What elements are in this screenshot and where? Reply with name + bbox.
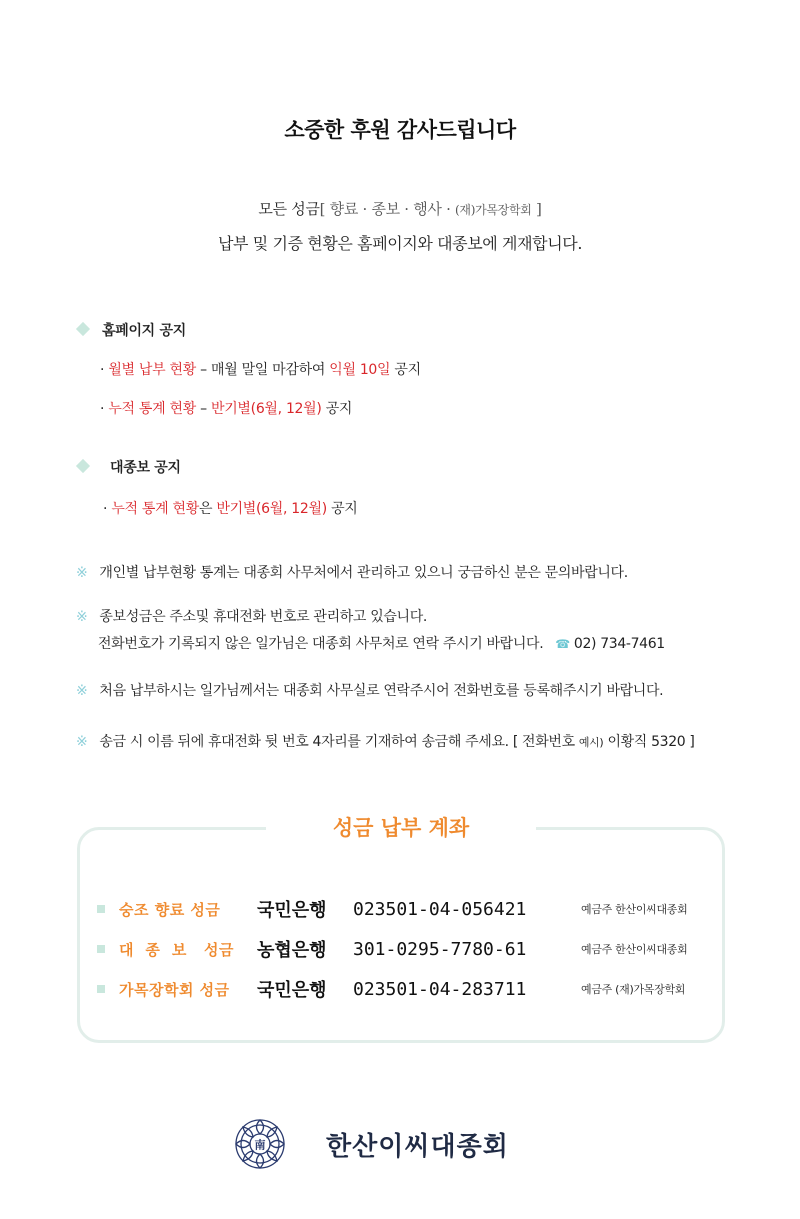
note-transfer-instructions bbox=[76, 729, 695, 756]
organization-name: 한산이씨대종회 bbox=[326, 1131, 509, 1162]
daejongbo-stats-period: 반기별(6월, 12월) bbox=[216, 501, 327, 517]
reference-mark-icon: ※ bbox=[76, 565, 88, 581]
cumulative-stats-end: 공지 bbox=[321, 401, 353, 417]
daejongbo-stats-label: 누적 통계 현황 bbox=[111, 501, 199, 517]
account-holder: 예금주 한산이씨대종회 bbox=[581, 943, 688, 956]
note-text: 처음 납부하시는 일가님께서는 대종회 사무실로 연락주시어 전화번호를 등록해주시기 바랍니다. bbox=[99, 683, 664, 699]
intro-bracket-close: ] bbox=[531, 200, 542, 218]
monthly-status-label: 월별 납부 현황 bbox=[108, 362, 196, 378]
daejongbo-heading-text: 대종보 공지 bbox=[110, 460, 181, 476]
homepage-item-monthly bbox=[100, 359, 421, 379]
bullet-dot: · bbox=[100, 401, 109, 417]
bullet-dot: · bbox=[103, 501, 112, 517]
daejongbo-stats-desc: 은 bbox=[198, 501, 217, 517]
note-donation-management bbox=[76, 604, 665, 658]
intro-prefix: 모든 성금 bbox=[258, 200, 320, 218]
note-text: 개인별 납부현황 통계는 대종회 사무처에서 관리하고 있으니 궁금하신 분은 문의바랍니다. bbox=[99, 565, 628, 581]
account-holder: 예금주 (재)가목장학회 bbox=[581, 983, 686, 996]
monthly-status-date: 익월 10일 bbox=[329, 362, 391, 378]
monthly-status-end: 공지 bbox=[390, 362, 421, 378]
cumulative-stats-period: 반기별(6월, 12월) bbox=[210, 401, 322, 417]
phone-number[interactable]: 02) 734-7461 bbox=[573, 636, 665, 652]
account-number[interactable]: 023501-04-283711 bbox=[353, 978, 527, 1000]
note-example: 이황직 5320 ] bbox=[603, 734, 695, 750]
bullet-dot: · bbox=[100, 362, 109, 378]
daejongbo-notice-heading bbox=[78, 457, 181, 477]
bank-name: 국민은행 bbox=[257, 900, 327, 921]
account-row bbox=[97, 894, 687, 924]
homepage-notice-heading bbox=[78, 320, 186, 340]
daejongbo-stats-end: 공지 bbox=[326, 501, 358, 517]
reference-mark-icon: ※ bbox=[76, 683, 88, 699]
bank-name: 농협은행 bbox=[257, 940, 327, 961]
intro-line-2: 납부 및 기증 현황은 홈페이지와 대종보에 게재합니다. bbox=[217, 234, 583, 253]
diamond-bullet-icon bbox=[76, 322, 90, 336]
bank-name: 국민은행 bbox=[257, 980, 327, 1001]
note-contact-line bbox=[76, 631, 665, 658]
reference-mark-icon: ※ bbox=[76, 609, 88, 625]
note-individual-stats bbox=[76, 560, 628, 587]
intro-org: (재)가목장학회 bbox=[455, 203, 532, 217]
account-box-title: 성금 납부 계좌 bbox=[332, 816, 470, 840]
intro-line-1 bbox=[0, 198, 800, 219]
account-label: 가목장학회 성금 bbox=[119, 980, 230, 999]
account-number[interactable]: 023501-04-056421 bbox=[353, 898, 527, 920]
cumulative-stats-desc: – bbox=[195, 401, 211, 417]
homepage-item-cumulative bbox=[100, 398, 352, 418]
square-bullet-icon bbox=[97, 945, 105, 953]
daejongbo-item-cumulative bbox=[103, 498, 358, 518]
reference-mark-icon: ※ bbox=[76, 734, 88, 750]
account-label: 대 종 보 성금 bbox=[119, 940, 235, 959]
note-first-time bbox=[76, 678, 663, 705]
account-row bbox=[97, 934, 687, 964]
homepage-heading-text: 홈페이지 공지 bbox=[102, 323, 186, 339]
account-holder: 예금주 한산이씨대종회 bbox=[581, 903, 688, 916]
monthly-status-desc: – 매월 말일 마감하여 bbox=[195, 362, 330, 378]
note-text: 송금 시 이름 뒤에 휴대전화 뒷 번호 4자리를 기재하여 송금해 주세요. [ 전화번호 bbox=[99, 734, 579, 750]
phone-icon: ☎ bbox=[555, 637, 570, 651]
square-bullet-icon bbox=[97, 905, 105, 913]
intro-bracket-open: [ 향료 · 종보 · 행사 · bbox=[319, 200, 456, 218]
seal-character: 南 bbox=[254, 1138, 266, 1152]
note-text: 전화번호가 기록되지 않은 일가님은 대종회 사무처로 연락 주시기 바랍니다. bbox=[98, 636, 544, 652]
diamond-bullet-icon bbox=[76, 459, 90, 473]
footer bbox=[234, 1116, 564, 1172]
note-example-label: 예시) bbox=[578, 736, 604, 749]
account-number[interactable]: 301-0295-7780-61 bbox=[353, 938, 527, 960]
note-text: 종보성금은 주소및 휴대전화 번호로 관리하고 있습니다. bbox=[99, 609, 427, 625]
page-title: 소중한 후원 감사드립니다 bbox=[284, 118, 516, 142]
square-bullet-icon bbox=[97, 985, 105, 993]
account-label: 숭조 향료 성금 bbox=[119, 900, 221, 919]
cumulative-stats-label: 누적 통계 현황 bbox=[108, 401, 196, 417]
clan-seal-icon bbox=[234, 1118, 286, 1170]
account-row bbox=[97, 974, 685, 1004]
